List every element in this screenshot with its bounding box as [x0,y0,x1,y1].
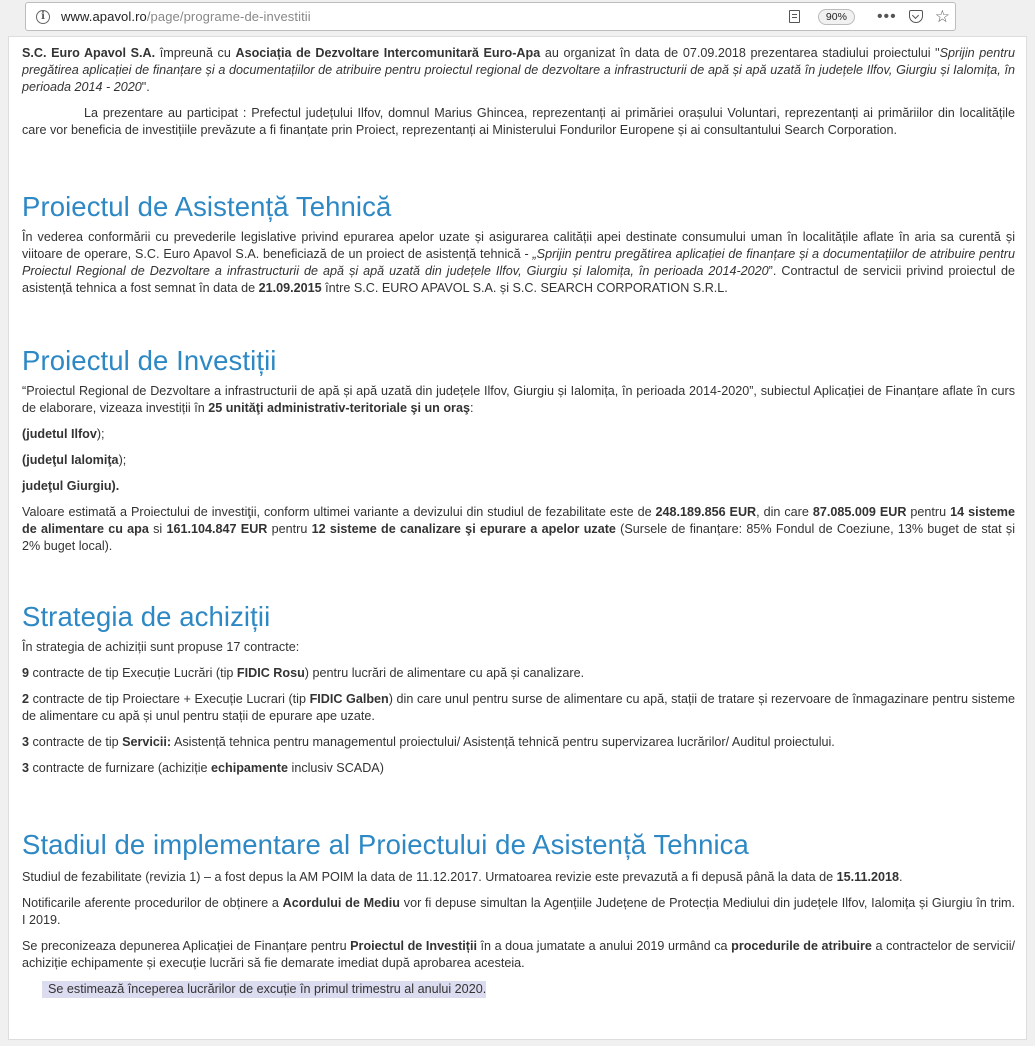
company-name: S.C. Euro Apavol S.A. [22,46,156,60]
text: pentru [906,505,951,519]
contract-count: 3 [22,735,30,749]
strategia-intro: În strategia de achiziții sunt propuse 17 contracte: [22,640,300,654]
text: Se preconizeaza depunerea Aplicației de Finanțare pentru [22,939,351,953]
text: ) pentru lucrări de alimentare cu apă și canalizare. [304,666,585,680]
text: inclusiv SCADA) [288,761,384,775]
stadiul-paragraph-1 [22,869,1015,886]
stadiul-paragraph-3 [22,938,1015,972]
text: Asistență tehnica pentru managementul proiectului/ Asistență tehnică pentru supervizarea lucrărilor/ Auditul proiectului. [171,735,835,749]
text: Studiul de fezabilitate (revizia 1) – a fost depus la AM POIM la data de 11.12.2017. Urmatoarea revizie este prevazută a fi depusă până la data de [22,870,837,884]
text: ); [96,427,105,441]
contract-type: FIDIC Rosu [236,666,305,680]
reader-view-icon[interactable] [789,10,800,23]
heading-stadiul: Stadiul de implementare al Proiectului de Asistență Tehnica [22,829,749,860]
total-value: 248.189.856 EUR [655,505,757,519]
deadline-date: 15.11.2018 [836,870,899,884]
contract-count: 9 [22,666,30,680]
contract-count: 2 [22,692,30,706]
asistenta-paragraph [22,229,1015,297]
highlighted-text: Se estimează începerea lucrărilor de excuție în primul trimestru al anului 2020. [42,981,486,998]
url-domain: www.apavol.ro [61,9,147,24]
county-giurgiu [22,478,1015,495]
county-name: judeţul Giurgiu). [22,479,120,493]
contract-item [22,760,1015,777]
text: pentru [267,522,312,536]
association-name: Asociația de Dezvoltare Intercomunitară Euro-Apa [235,46,541,60]
project-title: „Sprijin pentru pregătirea aplicației de finanțare și a documentațiilor de atribuire pentru Proiectul Regional de Dezvoltare a infrastructurii de apă și apă uzată din județele Ilfov, Giurgiu și Ialomița, în perioada 2014-2020 [22,247,1015,278]
water-systems: 14 sisteme de alimentare cu apa [22,505,1015,536]
text: ) din care unul pentru surse de alimentare cu apă, stații de tratare și rezervoare de înmagazinare pentru sisteme de alimentare cu apă și unul pentru stații de epurare ape uzate. [22,692,1015,723]
heading-asistenta-tehnica: Proiectul de Asistență Tehnică [22,191,392,222]
intro-paragraph-2: La prezentare au participat : Prefectul județului Ilfov, domnul Marius Ghincea, reprezentanți ai primăriei orașului Voluntari, reprezentanți ai primăriilor din localitățile care vor beneficia de investițiile prevăzute a fi finanțate prin Proiect, reprezentanți ai Ministerului Fondurilor Europene și ai consultantului Search Corporation. [22,106,1015,137]
project-name: Proiectul de Investiții [350,939,477,953]
text: contracte de tip [29,735,123,749]
text: în a doua jumatate a anului 2019 urmând ca [476,939,732,953]
county-ialomita [22,452,1015,469]
text: ); [118,453,127,467]
text: împreună cu [155,46,236,60]
text: vor fi depuse simultan la Agențiile Județene de Protecția Mediului din județele Ilfov, Ialomița și Giurgiu în trim. I 2019. [22,896,1016,927]
county-ilfov [22,426,1015,443]
stadiul-paragraph-2 [22,895,1015,929]
text: , din care [756,505,813,519]
project-title: Sprijin pentru pregătirea aplicației de finanțare și a documentațiilor de atribuire pentru proiectul regional de dezvoltare a infrastructurii de apă și apă uzată în județele Ilfov, Giurgiu și Ialomița, în perioada 2014 - 2020 [22,46,1015,94]
contract-item [22,734,1015,751]
text: ”. Contractul de servicii privind proiectul de asistență tehnica a fost semnat în data de [22,264,1015,295]
text: între S.C. EURO APAVOL S.A. și S.C. SEARCH CORPORATION S.R.L. [321,281,728,295]
contract-type: echipamente [211,761,289,775]
agreement-name: Acordului de Mediu [282,896,401,910]
text: (Sursele de finanțare: 85% Fondul de Coeziune, 13% buget de stat și 2% buget local). [22,522,1016,553]
text: contracte de tip Proiectare + Execuție Lucrari (tip [29,692,310,706]
more-actions-icon[interactable]: ••• [876,7,897,25]
units-count: 25 unităţi administrativ-teritoriale şi un oraş [208,401,470,415]
pocket-icon[interactable] [909,10,923,23]
contract-count: 3 [22,761,30,775]
text: a contractelor de servicii/ achiziție echipamente și execuție lucrări să fie demarate imediat după aprobarea acesteia. [22,939,1016,970]
sewer-systems: 12 sisteme de canalizare şi epurare a apelor uzate [311,522,616,536]
site-info-icon[interactable]: i [36,10,50,24]
contract-type: Servicii: [122,735,172,749]
text: . [899,870,903,884]
contract-item [22,691,1015,725]
county-name: (judeţul Ialomiţa [22,453,119,467]
text: au organizat în data de 07.09.2018 prezentarea stadiului proiectului " [540,46,940,60]
intro-paragraph-1 [22,45,1015,96]
text: “Proiectul Regional de Dezvoltare a infrastructurii de apă și apă uzată din județele Ilfov, Giurgiu și Ialomița, în perioada 2014-2020”, subiectul Aplicației de Finanțare aflate în curs de elaborare, vizeaza investiții în [22,384,1015,415]
text: si [148,522,167,536]
url-path: /page/programe-de-investitii [146,9,311,24]
procedures-name: procedurile de atribuire [731,939,872,953]
investitii-paragraph [22,383,1015,417]
heading-strategia: Strategia de achiziții [22,601,271,632]
heading-investitii: Proiectul de Investiții [22,345,277,376]
page-content [8,36,1027,1040]
address-bar[interactable] [25,2,956,31]
water-value: 87.085.009 EUR [812,505,907,519]
contract-type: FIDIC Galben [309,692,389,706]
text: În vederea conformării cu prevederile legislative privind epurarea apelor uzate și asigurarea calității apei destinate consumului uman în localitățile aflate în aria sa curentă și viitoare de operare, S.C. Euro Apavol S.A. beneficiază de un proiect de asistență tehnică - [22,230,1015,261]
zoom-level-badge[interactable]: 90% [818,9,855,25]
text: contracte de furnizare (achiziție [29,761,212,775]
stadiul-paragraph-4 [22,981,1015,998]
bookmark-star-icon[interactable]: ☆ [934,6,950,26]
url-text[interactable] [61,9,311,24]
text: Valoare estimată a Proiectului de investiţii, conform ultimei variante a devizului din studiul de fezabilitate este de [22,505,656,519]
text: ". [141,80,150,94]
sewer-value: 161.104.847 EUR [166,522,268,536]
contract-item [22,665,1015,682]
investment-value-paragraph [22,504,1015,555]
text: : [469,401,474,415]
text: contracte de tip Execuție Lucrări (tip [29,666,237,680]
contract-date: 21.09.2015 [258,281,322,295]
text: Notificarile aferente procedurilor de obținere a [22,896,283,910]
county-name: (judetul Ilfov [22,427,97,441]
